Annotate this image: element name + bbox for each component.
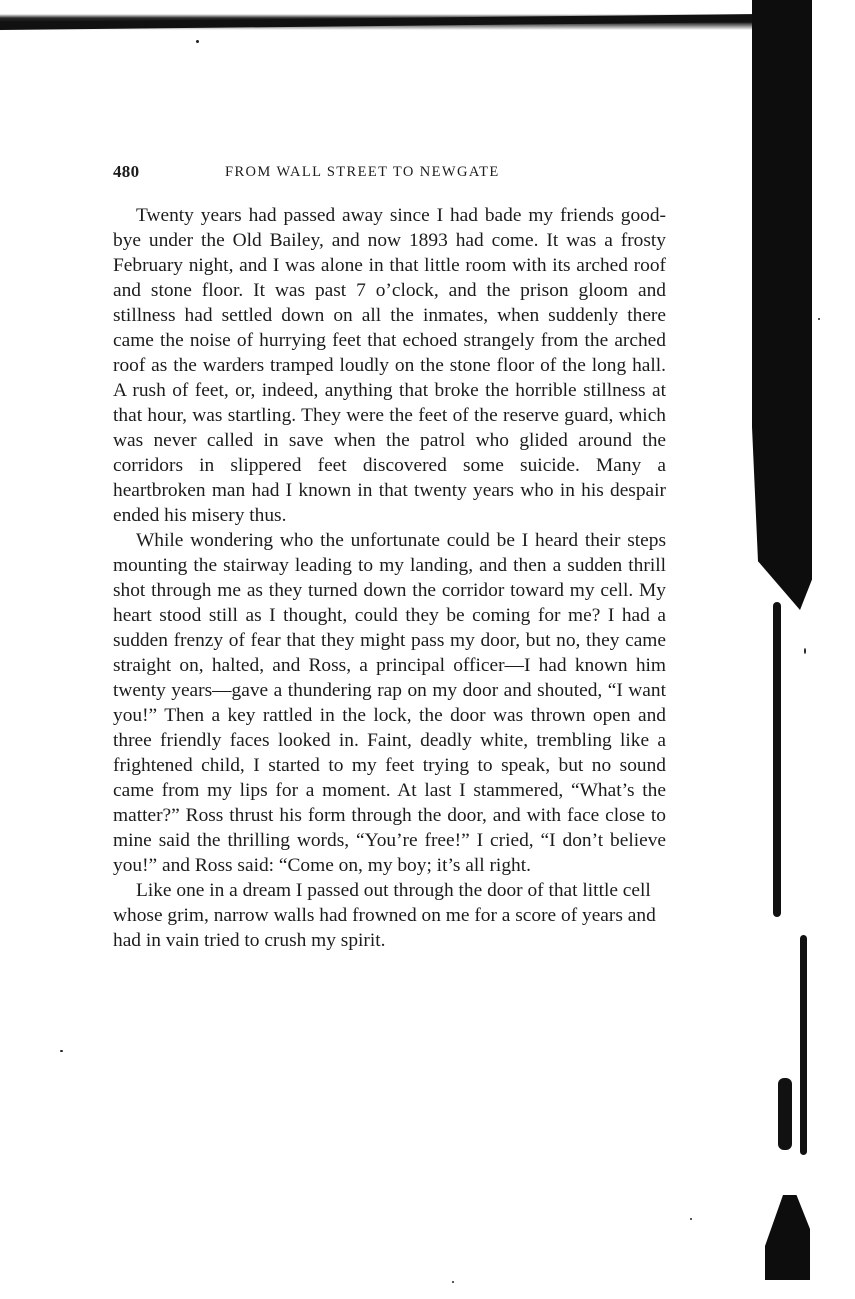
scan-speck <box>452 1281 454 1283</box>
scan-border-top <box>0 0 760 30</box>
scan-speck <box>804 648 806 654</box>
page-number: 480 <box>113 162 140 181</box>
paragraph: Twenty years had passed away since I had bade my friends good-bye under the Old Bailey, and now 1893 had come. It was a frosty February night, and I was alone in that little room with its arched roof and stone floor. It was past 7 o’clock, and the prison gloom and stillness had settled down on all the inmates, when suddenly there came the noise of hurrying feet that echoed strangely from the arched roof as the warders tramped loudly on the stone floor of the long hall. A rush of feet, or, indeed, anything that broke the horrible stillness at that hour, was startling. They were the feet of the reserve guard, which was never called in save when the patrol who glided around the corridors in slippered feet discovered some suicide. Many a heartbroken man had I known in that twenty years who in his despair ended his misery thus. <box>113 205 666 526</box>
scan-speck <box>818 318 820 320</box>
scan-edge-mark <box>778 1078 792 1150</box>
scan-border-right <box>752 0 812 610</box>
page-header <box>113 162 665 186</box>
body-text <box>113 203 666 953</box>
scan-edge-mark <box>800 935 807 1155</box>
running-head: FROM WALL STREET TO NEWGATE <box>225 164 500 180</box>
scan-edge-mark <box>773 602 781 917</box>
scan-speck <box>60 1050 63 1052</box>
paragraph: While wondering who the unfortunate could be I heard their steps mounting the stairway leading to my landing, and then a sudden thrill shot through me as they turned down the corridor toward my cell. My heart stood still as I thought, could they be coming for me? I had a sudden frenzy of fear that they might pass my door, but no, they came straight on, halted, and Ross, a principal officer—I had known him twenty years—gave a thundering rap on my door and shouted, “I want you!” Then a key rattled in the lock, the door was thrown open and three friendly faces looked in. Faint, deadly white, trembling like a frightened child, I started to my feet trying to speak, but no sound came from my lips for a moment. At last I stammered, “What’s the matter?” Ross thrust his form through the door, and with face close to mine said the thrilling words, “You’re free!” I cried, “I don’t believe you!” and Ross said: “Come on, my boy; it’s all right. <box>113 530 666 876</box>
scan-speck <box>690 1218 692 1220</box>
scan-speck <box>196 40 199 43</box>
paragraph: Like one in a dream I passed out through the door of that little cell whose grim, narrow walls had frowned on me for a score of years and had in vain tried to crush my spirit. <box>113 880 656 951</box>
scan-edge-mark <box>765 1195 810 1280</box>
